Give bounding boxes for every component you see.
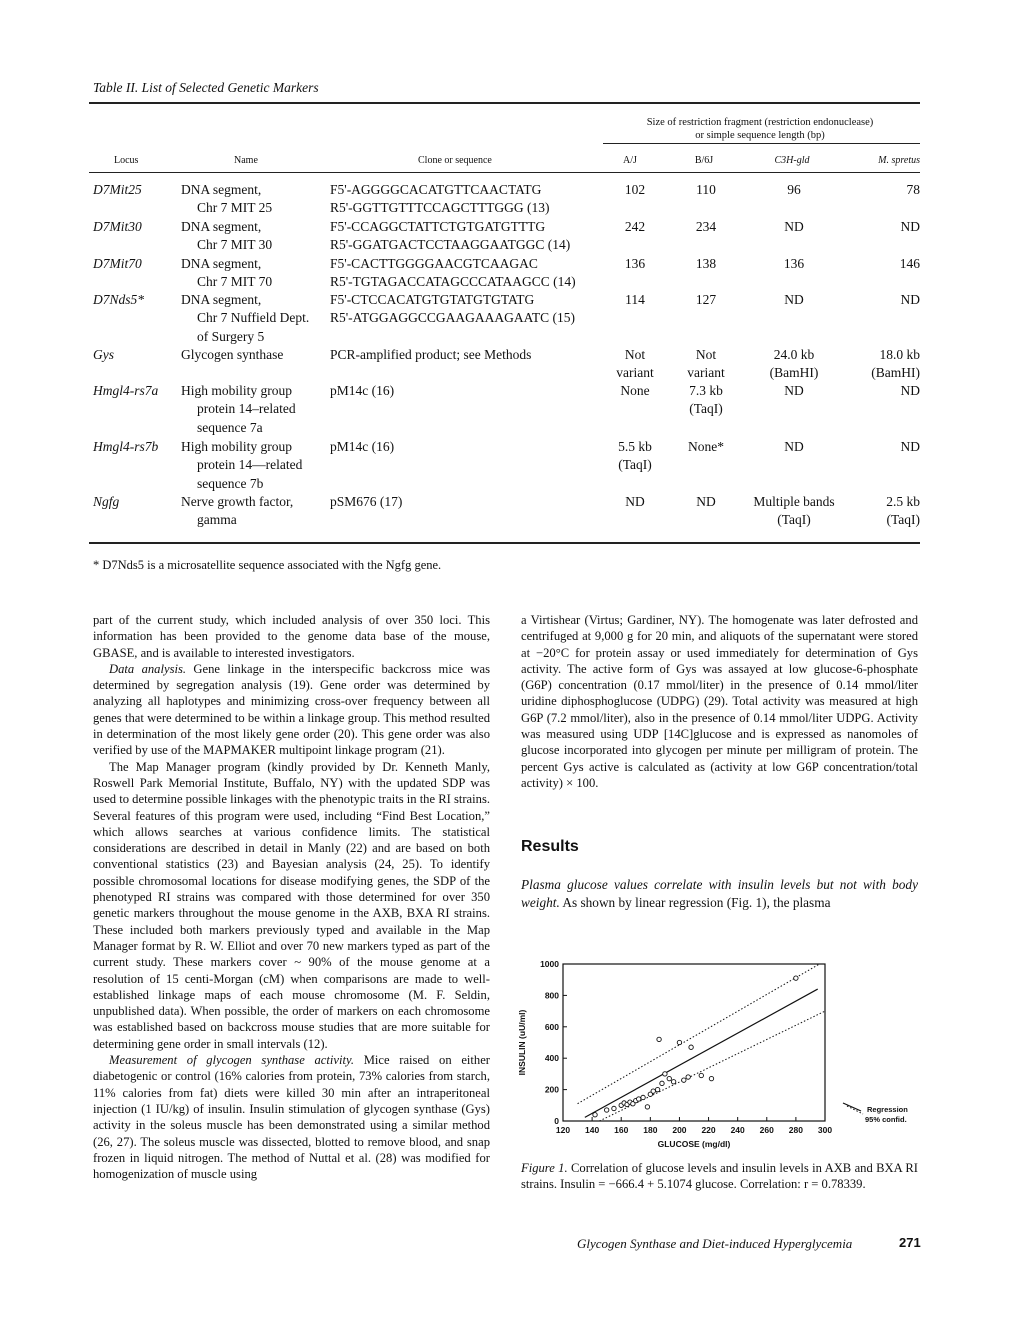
cell-locus — [93, 218, 183, 236]
cell-line: 114 — [625, 292, 645, 307]
cell-line: 96 — [787, 182, 801, 197]
right-para-1: a Virtishear (Virtus; Gardiner, NY). The homogenate was later defrosted and centrifuged at 9,000 g for 20 min, and aliquots of the supernatant were stored at −20°C for protein assay or used immediately for determination of Gys activity. The active form of Gys was assayed at low glucose-6-phosphate (G6P) concentration (0.17 mmol/liter) in the presence of 0.14 mmol/liter uridine diphosphoglucose (UDPG) (29). Total activity was measured at high G6P (7.2 mmol/liter), also in the presence of 0.14 mmol/liter UDPG. Activity was measured using UDP [14C]glucose and is expressed as nanomoles of glucose incorporated into glycogen per minute per milligram of protein. The percent Gys active is calculated as (activity at low G6P concentration/total activity) × 100. — [521, 613, 918, 790]
cell-name — [181, 346, 331, 364]
right-column — [521, 612, 918, 791]
x-tick-label: 140 — [585, 1125, 600, 1135]
x-tick-label: 200 — [672, 1125, 687, 1135]
para-lead-italic: Measurement of glycogen synthase activity. — [109, 1053, 354, 1068]
cell-line: protein 14–related — [197, 401, 296, 417]
cell-line: F5'-CCAGGCTATTCTGTGATGTTTG — [330, 219, 546, 234]
data-point — [794, 976, 798, 980]
y-tick-label: 1000 — [540, 959, 559, 969]
cell-line: (TaqI) — [777, 512, 811, 528]
cell-line: 146 — [899, 256, 920, 271]
cell-line: D7Mit70 — [93, 256, 142, 271]
cell-spretus — [830, 438, 920, 456]
cell-line: 18.0 kb — [879, 347, 920, 362]
y-tick-label: 800 — [544, 990, 559, 1001]
cell-line: ND — [900, 219, 920, 234]
para-lead-italic: Data analysis. — [109, 661, 187, 676]
cell-line: 110 — [696, 182, 716, 197]
cell-line: Ngfg — [93, 494, 120, 509]
cell-line: DNA segment, — [181, 219, 262, 234]
cell-line: 234 — [695, 219, 717, 234]
cell-aj — [595, 346, 675, 383]
cell-clone — [330, 181, 600, 218]
figure-caption — [521, 1160, 918, 1193]
data-point — [709, 1076, 713, 1080]
cell-aj — [595, 255, 675, 273]
cell-aj — [595, 382, 675, 400]
cell-line: 138 — [695, 256, 717, 271]
cell-name — [181, 382, 331, 437]
cell-aj — [595, 438, 675, 475]
table-bottom-rule — [89, 542, 920, 544]
x-tick-label: 280 — [788, 1125, 803, 1135]
cell-line: of Surgery 5 — [197, 328, 265, 344]
cell-locus — [93, 181, 183, 199]
cell-name — [181, 493, 331, 530]
data-point — [655, 1087, 659, 1091]
plot-frame — [563, 964, 825, 1121]
cell-line: Nerve growth factor, — [181, 494, 294, 509]
col-header-locus: Locus — [114, 155, 139, 166]
data-point — [699, 1073, 703, 1077]
cell-b6j — [666, 438, 746, 456]
cell-line: (TaqI) — [689, 401, 723, 417]
cell-line: 7.3 kb — [689, 383, 723, 398]
cell-line: pSM676 (17) — [330, 494, 403, 509]
cell-line: Chr 7 MIT 30 — [197, 237, 273, 253]
cell-clone — [330, 255, 600, 292]
cell-b6j — [666, 181, 746, 199]
cell-locus — [93, 255, 183, 273]
cell-line: DNA segment, — [181, 256, 262, 271]
cell-name — [181, 255, 331, 292]
cell-c3h — [750, 346, 838, 383]
cell-line: 242 — [624, 219, 646, 234]
x-axis-label: GLUCOSE (mg/dl) — [657, 1139, 731, 1149]
cell-name — [181, 181, 331, 218]
cell-line: 2.5 kb — [886, 494, 920, 509]
results-lead-rest: As shown by linear regression (Fig. 1), the plasma — [562, 894, 831, 910]
figure-1-chart — [505, 955, 925, 1150]
col-header-clone: Clone or sequence — [418, 155, 492, 166]
left-para-4: Measurement of glycogen synthase activity. Mice raised on either diabetogenic or control (16% calories from protein, 73% calories from starch, 11% calories from fat) diets were killed 30 min after an intraperitoneal injection (1 IU/kg) of insulin. Insulin stimulation of glycogen synthase (Gys) activity in the soleus muscle has been demonstrated using a similar method (26, 27). The soleus muscle was dissected, blotted to remove blood, and snap frozen in liquid nitrogen. The method of Nuttal et al. (28) was modified for homogenization of muscle using — [93, 1053, 490, 1182]
cell-line: None — [620, 383, 650, 398]
table-caption: Table II. List of Selected Genetic Markers — [93, 80, 319, 95]
cell-locus — [93, 346, 183, 364]
ci-upper-line — [578, 961, 825, 1104]
cell-spretus — [830, 255, 920, 273]
cell-line: R5'-GGATGACTCCTAAGGAATGGC (14) — [330, 237, 571, 253]
cell-line: (TaqI) — [618, 457, 652, 473]
cell-spretus — [830, 493, 920, 530]
cell-line: ND — [900, 292, 920, 307]
cell-line: ND — [900, 439, 920, 454]
data-point — [677, 1040, 681, 1044]
cell-line: (TaqI) — [886, 512, 920, 528]
cell-line: DNA segment, — [181, 182, 262, 197]
legend-ci-label: 95% confid. — [865, 1115, 907, 1124]
cell-clone — [330, 346, 600, 364]
data-point — [641, 1095, 645, 1099]
data-point — [660, 1081, 664, 1085]
data-point — [636, 1097, 640, 1101]
cell-line: ND — [784, 219, 804, 234]
cell-b6j — [666, 346, 746, 383]
results-lead — [521, 876, 918, 911]
cell-c3h — [750, 255, 838, 273]
cell-line: ND — [784, 292, 804, 307]
cell-line: sequence 7a — [197, 419, 263, 435]
cell-name — [181, 291, 331, 346]
cell-line: Not — [624, 347, 646, 362]
y-tick-label: 600 — [544, 1021, 559, 1032]
cell-c3h — [750, 181, 838, 199]
col-header-spretus: M. spretus — [878, 155, 920, 166]
cell-line: 102 — [624, 182, 646, 197]
cell-line: PCR-amplified product; see Methods — [330, 347, 532, 362]
cell-line: R5'-ATGGAGGCCGAAGAAAGAATC (15) — [330, 310, 576, 326]
cell-line: F5'-CACTTGGGGAACGTCAAGAC — [330, 256, 538, 271]
cell-b6j — [666, 255, 746, 273]
left-para-3: The Map Manager program (kindly provided by Dr. Kenneth Manly, Roswell Park Memorial Institute, Buffalo, NY) with the updated SDP was used to determine possible linkages with the phenotypic traits in the RI strains. Several features of this program were used, including “Find Best Location,” which allows searches at various confidence limits. The statistical considerations are described in detail in Manly (22) and are based on both conventional statistics (23) and Bayesian analysis (24, 25). To identify possible chromosomal locations for disease modifying genes, the SDP of the phenotyped RI strains was compared with those determined for over 350 genetic markers throughout the mouse genome in the AXB, BXA RI strains. These included both markers previously typed and available in the Map Manager format by R. W. Elliot and over 70 new markers typed as part of the current study. These markers cover ~ 90% of the mouse genome at a resolution of 15 centi-Morgan (cM) when comparisons are made to well-established linkage maps of each mouse chromosome (M. F. Seldin, unpublished data). When possible, the order of markers on each chromosome was established based on backcross mouse studies that are more suitable for determining gene order in small intervals (12). — [93, 759, 490, 1051]
cell-line: Chr 7 Nuffield Dept. — [197, 310, 310, 326]
left-column — [93, 612, 490, 1182]
cell-line: R5'-GGTTGTTTCCAGCTTTGGG (13) — [330, 200, 550, 216]
cell-line: High mobility group — [181, 383, 292, 398]
cell-line: Multiple bands — [753, 494, 835, 509]
cell-name — [181, 438, 331, 493]
cell-line: F5'-AGGGGCACATGTTCAACTATG — [330, 182, 542, 197]
cell-spretus — [830, 218, 920, 236]
cell-spretus — [830, 181, 920, 199]
table-span-header: Size of restriction fragment (restriction endonuclease) or simple sequence length (bp) — [646, 117, 874, 141]
data-point — [612, 1106, 616, 1110]
cell-line: High mobility group — [181, 439, 292, 454]
cell-line: pM14c (16) — [330, 439, 395, 454]
figure-caption-label: Figure 1. — [521, 1161, 568, 1175]
cell-line: DNA segment, — [181, 292, 262, 307]
cell-line: Chr 7 MIT 70 — [197, 274, 273, 290]
data-point — [651, 1089, 655, 1093]
cell-line: ND — [625, 494, 645, 509]
cell-clone — [330, 438, 600, 456]
cell-line: D7Mit30 — [93, 219, 142, 234]
cell-line: pM14c (16) — [330, 383, 395, 398]
cell-b6j — [666, 291, 746, 309]
figure-caption-text: Correlation of glucose levels and insulin levels in AXB and BXA RI strains. Insulin = −666.4 + 5.1074 glucose. Correlation: r = 0.78339. — [521, 1161, 918, 1192]
x-tick-label: 240 — [730, 1125, 745, 1135]
cell-locus — [93, 382, 183, 400]
cell-line: 78 — [906, 182, 920, 197]
col-header-name: Name — [234, 155, 258, 166]
cell-spretus — [830, 346, 920, 383]
col-header-b6j: B/6J — [694, 155, 714, 166]
data-point — [686, 1075, 690, 1079]
cell-c3h — [750, 218, 838, 236]
x-tick-label: 300 — [817, 1125, 833, 1135]
cell-locus — [93, 493, 183, 511]
col-header-aj: A/J — [623, 155, 637, 166]
cell-line: D7Nds5* — [93, 292, 145, 307]
x-tick-label: 180 — [643, 1125, 658, 1135]
cell-c3h — [750, 493, 838, 530]
left-para-2: Data analysis. Gene linkage in the interspecific backcross mice was determined by segregation analysis (19). Gene order was determined by analyzing all haplotypes and minimizing cross-over frequency between all genes that were determined to be within a linkage group. This method resulted in determination of the most likely gene order (20). This gene order was also verified by use of the MAPMAKER multipoint linkage program (21). — [93, 661, 491, 758]
cell-line: Not — [695, 347, 717, 362]
x-tick-label: 260 — [759, 1125, 774, 1135]
footnote-text: * D7Nds5 is a microsatellite sequence associated with the Ngfg gene. — [93, 558, 442, 572]
data-point — [645, 1105, 649, 1109]
cell-line: ND — [696, 494, 716, 509]
page-number: 271 — [899, 1235, 921, 1250]
data-point — [667, 1076, 671, 1080]
cell-line: Glycogen synthase — [181, 347, 284, 362]
cell-line: 5.5 kb — [618, 439, 652, 454]
data-point — [663, 1072, 667, 1076]
data-point — [671, 1080, 675, 1084]
legend-regression-swatch — [843, 1103, 861, 1111]
cell-line: R5'-TGTAGACCATAGCCCATAAGCC (14) — [330, 274, 576, 290]
cell-b6j — [666, 382, 746, 419]
x-tick-label: 160 — [614, 1125, 629, 1135]
legend-regression-label: Regression — [867, 1105, 908, 1114]
cell-clone — [330, 218, 600, 255]
y-tick-label: 200 — [544, 1084, 559, 1095]
cell-c3h — [750, 438, 838, 456]
cell-aj — [595, 291, 675, 309]
cell-line: 24.0 kb — [773, 347, 815, 362]
table-header-rule — [89, 172, 920, 173]
data-point — [593, 1113, 597, 1117]
table-top-rule — [89, 102, 920, 104]
cell-c3h — [750, 291, 838, 309]
data-point — [604, 1108, 608, 1112]
span-header-rule — [603, 143, 920, 144]
cell-line: None* — [688, 439, 724, 454]
cell-aj — [595, 218, 675, 236]
cell-locus — [93, 438, 183, 456]
table-footnote — [93, 558, 441, 573]
cell-locus — [93, 291, 183, 309]
cell-line: Chr 7 MIT 25 — [197, 200, 273, 216]
col-header-c3h: C3H-gld — [774, 155, 810, 166]
cell-b6j — [666, 493, 746, 511]
results-lead-italic: Plasma glucose values correlate with insulin levels but not with body weight. — [521, 877, 918, 910]
regression-line — [585, 989, 818, 1117]
running-title: Glycogen Synthase and Diet-induced Hyperglycemia — [577, 1236, 853, 1251]
cell-line: variant — [687, 365, 725, 381]
x-tick-label: 120 — [555, 1125, 571, 1135]
cell-spretus — [830, 382, 920, 400]
cell-clone — [330, 382, 600, 400]
cell-line: Gys — [93, 347, 114, 362]
cell-line: D7Mit25 — [93, 182, 142, 197]
cell-line: ND — [784, 439, 804, 454]
cell-c3h — [750, 382, 838, 400]
cell-line: (BamHI) — [871, 365, 920, 381]
cell-line: protein 14—related — [197, 457, 303, 473]
cell-line: ND — [784, 383, 804, 398]
cell-spretus — [830, 291, 920, 309]
cell-line: Hmgl4-rs7a — [93, 383, 159, 398]
cell-line: F5'-CTCCACATGTGTATGTGTATG — [330, 292, 535, 307]
cell-line: (BamHI) — [769, 365, 819, 381]
data-point — [657, 1037, 661, 1041]
cell-line: sequence 7b — [197, 475, 264, 491]
y-tick-label: 400 — [544, 1053, 559, 1064]
cell-clone — [330, 291, 600, 328]
legend-ci-swatch — [847, 1106, 863, 1114]
y-axis-label: INSULIN (uU/ml) — [517, 1009, 527, 1076]
data-point — [689, 1045, 693, 1049]
cell-aj — [595, 493, 675, 511]
cell-clone — [330, 493, 600, 511]
cell-line: gamma — [197, 512, 237, 528]
cell-line: 136 — [624, 256, 646, 271]
left-para-1: part of the current study, which included analysis of over 350 loci. This information has been provided to the genome data base of the mouse, GBASE, and is available to interested investigators. — [93, 613, 490, 660]
cell-name — [181, 218, 331, 255]
y-tick-label: 0 — [554, 1116, 559, 1126]
data-point — [682, 1078, 686, 1082]
cell-aj — [595, 181, 675, 199]
cell-line: variant — [616, 365, 654, 381]
cell-line: ND — [900, 383, 920, 398]
cell-line: 127 — [695, 292, 717, 307]
cell-line: 136 — [783, 256, 805, 271]
cell-line: Hmgl4-rs7b — [93, 439, 159, 454]
results-heading: Results — [521, 838, 579, 855]
cell-b6j — [666, 218, 746, 236]
x-tick-label: 220 — [701, 1125, 716, 1135]
